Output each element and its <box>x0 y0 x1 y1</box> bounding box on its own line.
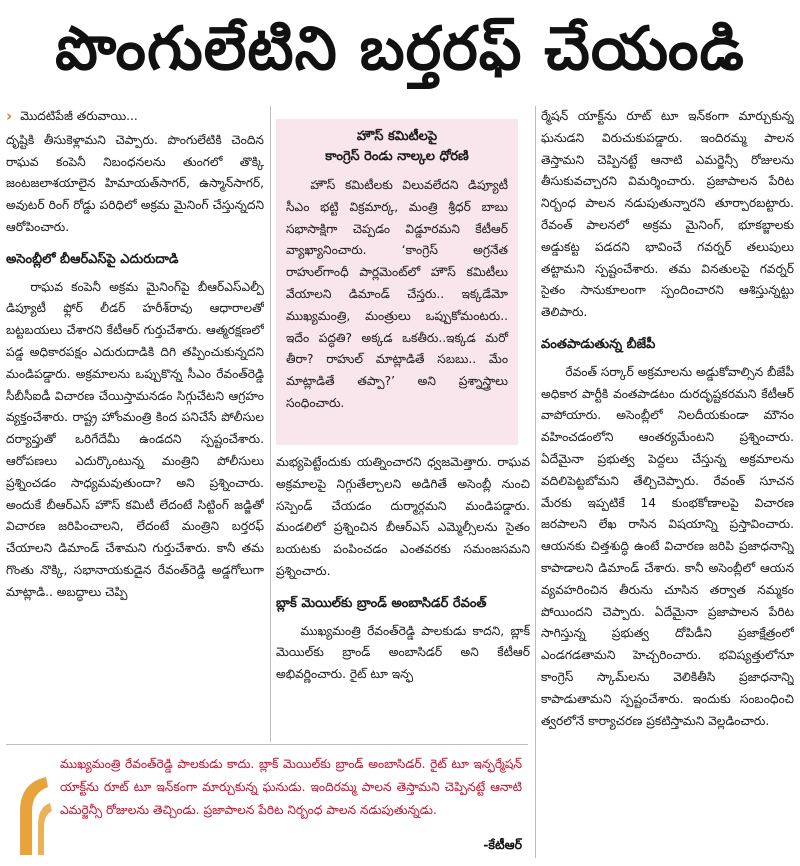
column-divider-1 <box>270 106 271 742</box>
col1-paragraph-2: రాఘవ కంపెనీ అక్రమ మైనింగ్‌పై బీఆర్‌ఎస్‌ఎల్పీ డిప్యూటీ ఫ్లోర్‌ లీడర్‌ హరీశ్‌రావు ఆధారాలతో బట్టబయలు చేశారని కేటీఆర్‌ గుర్తుచేశారు. ఆత్మరక్షణలో పడ్డ అధికారపక్షం ఎదురుదాడికి దిగి తప్పించుకున్నదని మండిపడ్డారు. అక్రమాలను ఒప్పుకొన్న సీఎం రేవంత్‌రెడ్డి సీబీసీఐడీ విచారణ చేయిస్తామనడం సిగ్గుచేటని ఆగ్రహం వ్యక్తంచేశారు. రాష్ట్ర హోంమంత్రి కింద పనిచేసే పోలీసుల దర్యాప్తుతో ఒరిగేదేమీ ఉండదని స్పష్టంచేశారు. ఆరోపణలు ఎదుర్కొంటున్న మంత్రిని పోలీసులు ప్రశ్నించడం సాధ్యమవుతుందా? అని ప్రశ్నించారు. అందుకే బీఆర్‌ఎస్‌ హౌస్‌ కమిటీ లేదంటే సిట్టింగ్‌ జడ్జితో విచారణ జరిపించాలని, లేదంటే మంత్రిని బర్తరఫ్‌ చేయాలని డిమాండ్‌ చేశామని గుర్తుచేశారు. కానీ తమ గొంతు నొక్కి, సభానాయకుడైన రేవంత్‌రెడ్డి అడ్డగోలుగా మాట్లాడి.. అబద్ధాలు చెప్పి <box>6 279 264 599</box>
chevron-right-icon: › <box>6 107 13 125</box>
continuation-label: మొదటిపేజీ తరువాయి... <box>20 109 138 123</box>
article-column-3 <box>541 106 794 856</box>
pull-quote <box>6 744 528 860</box>
col1-paragraph-1: దృష్టికి తీసుకెళ్లామని చెప్పారు. పొంగులేటికి చెందిన రాఘవ కంపెనీ నిబంధనలను తుంగలో తొక్కి జంటజలాశయాలైన హిమాయత్‌సాగర్‌, ఉస్మాన్‌సాగర్‌, అవుటర్‌ రింగ్‌ రోడ్డు పరిధిలో అక్రమ మైనింగ్‌ చేస్తున్నదని ఆరోపించారు. <box>6 132 264 234</box>
col2-paragraph-2: ముఖ్యమంత్రి రేవంత్‌రెడ్డి పాలకుడు కాదని, బ్లాక్‌ మెయిల్‌కు బ్రాండ్‌ అంబాసిడర్‌ అని కేటీఆర్‌ అభివర్ణించారు. రైట్‌ టూ ఇన్ఫ <box>276 623 530 682</box>
quote-text: ముఖ్యమంత్రి రేవంత్‌రెడ్డి పాలకుడు కాదు. బ్లాక్‌ మెయిల్‌కు బ్రాండ్‌ అంబాసిడర్‌. రైట్‌ టూ ఇన్ఫర్మేషన్‌ యాక్ట్‌ను రూట్‌ టూ ఇన్‌కంగా మార్చుకున్న ఘనుడు. ఇందిరమ్మ పాలన తెస్తామని చెప్పినట్టే ఆనాటి ఎమర్జెన్సీ రోజులను తెచ్చిండు. ప్రజాపాలన పేరిట నిర్బంధ పాలన నడుపుతున్నడు. <box>60 757 522 817</box>
col3-paragraph-1: ర్మేషన్‌ యాక్ట్‌ను రూట్‌ టూ ఇన్‌కంగా మార్చుకున్న ఘనుడని విరుచుకుపడ్డారు. ఇందిరమ్మ పాలన తెస్తామని చెప్పినట్టే ఆనాటి ఎమర్జెన్సీ రోజులను తీసుకువచ్చారని విమర్శించారు. ప్రజాపాలన పేరిట నిర్బంధ పాలన నడుపుతున్నారని తూర్పారబట్టారు. రేవంత్‌ పాలనలో అక్రమ మైనింగ్‌, భూకబ్జాలకు అడ్డుకట్ట పడదని భావించే గవర్నర్‌ తలుపులు తట్టామని స్పష్టంచేశారు. తమ వినతులపై గవర్నర్‌ సైతం సానుకూలంగా స్పందించారని ఆశిస్తున్నట్టు తెలిపారు. <box>541 109 794 320</box>
article-column-1 <box>6 106 264 740</box>
quote-mark-icon <box>12 773 52 855</box>
col3-paragraph-2: రేవంత్‌ సర్కార్‌ అక్రమాలను అడ్డుకోవాల్సిన బీజేపీ అధికార పార్టీకి వంతపాడటం దురదృష్టకరమని కేటీఆర్‌ వాపోయారు. అసెంబ్లీలో నిలదీయకుండా మౌనం వహించడంలోని ఆంతర్యమేంటని ప్రశ్నించారు. ఏదేమైనా ప్రభుత్వ పెద్దలు చేస్తున్న అక్రమాలను వదిలిపెట్టబోమని తేల్చిచెప్పారు. రేవంత్‌ సూచన మేరకు ఇప్పటికే 14 కుంభకోణాలపై విచారణ జరపాలని లేఖ రాసిన విషయాన్ని ప్రస్తావించారు. ఆయనకు చిత్తశుద్ధి ఉంటే విచారణ జరిపి ప్రజాధనాన్ని కాపాడాలని డిమాండ్‌ చేశారు. కానీ అసెంబ్లీలో ఆయన వ్యవహరించిన తీరును చూసిన తర్వాత నమ్మకం పోయిందని చెప్పారు. ఏదేమైనా ప్రజాపాలన పేరిట సాగిస్తున్న ప్రభుత్వ దోపిడీని ప్రజాక్షేత్రంలో ఎండగడతామని హెచ్చరించారు. భవిష్యత్తులోనూ కాంగ్రెస్‌ స్కామ్‌లను వెలికితీసి ప్రజాధనాన్ని కాపాడుతామని స్పష్టంచేశారు. ఇందుకు సంబంధించి త్వరలోనే కార్యాచరణ ప్రకటిస్తామని వెల్లడించారు. <box>541 364 794 728</box>
headline: పొంగులేటిని బర్తరఫ్‌ చేయండి <box>55 14 745 84</box>
col2-subheading: బ్లాక్‌ మెయిల్‌కు బ్రాండ్‌ అంబాసిడర్‌ రేవంత్‌ <box>276 595 487 611</box>
continuation-line <box>6 106 264 128</box>
sidebar-box <box>276 119 518 445</box>
box-body: హౌస్‌ కమిటీలకు విలువలేదని డిప్యూటీ సీఎం భట్టి విక్రమార్క, మంత్రి శ్రీధర్‌ బాబు సభాసాక్షిగా చెప్పడం విడ్డూరమని కేటీఆర్‌ వ్యాఖ్యానించారు. ‘కాంగ్రెస్‌ అగ్రనేత రాహుల్‌గాంధీ పార్లమెంట్‌లో హౌస్‌ కమిటీలు వేయాలని డిమాండ్‌ చేస్తరు.. ఇక్కడేమో ముఖ్యమంత్రి, మంత్రులు ఒప్పుకోమంటరు.. ఇదేం పద్ధతి? అక్కడ ఒకతీరు..ఇక్కడ మరో తీరా? రాహుల్‌ మాట్లాడితే సబబు.. మేం మాట్లాడితే తప్పా?’ అని ప్రశ్నాస్త్రాలు సంధించారు. <box>286 178 508 410</box>
col3-subheading: వంతపాడుతున్న బీజేపీ <box>541 336 656 352</box>
quote-author: -కేటీఆర్‌ <box>483 837 522 852</box>
article-column-2 <box>276 452 530 740</box>
box-title-line-2: కాంగ్రెస్‌ రెండు నాల్కల ధోరణి <box>325 149 469 164</box>
col2-paragraph-1: మభ్యపెట్టేందుకు యత్నించారని ధ్వజమెత్తారు. రాఘవ అక్రమాలపై నిగ్గుతేల్చాలని అడిగితే అసెంబ్లీ నుంచి సస్పెండ్‌ చేయడం దుర్మార్గమని మండిపడ్డారు. మండలిలో ప్రశ్నించిన బీఆర్‌ఎస్‌ ఎమ్మెల్సీలను సైతం బయటకు పంపించడం ఎంతవరకు సమంజసమని ప్రశ్నించారు. <box>276 455 530 578</box>
col1-subheading: అసెంబ్లీలో బీఆర్‌ఎస్‌పై ఎదురుదాడి <box>6 251 179 267</box>
column-divider-2 <box>535 106 536 858</box>
box-title-line-1: హౌస్‌ కమిటీలపై <box>356 129 438 144</box>
